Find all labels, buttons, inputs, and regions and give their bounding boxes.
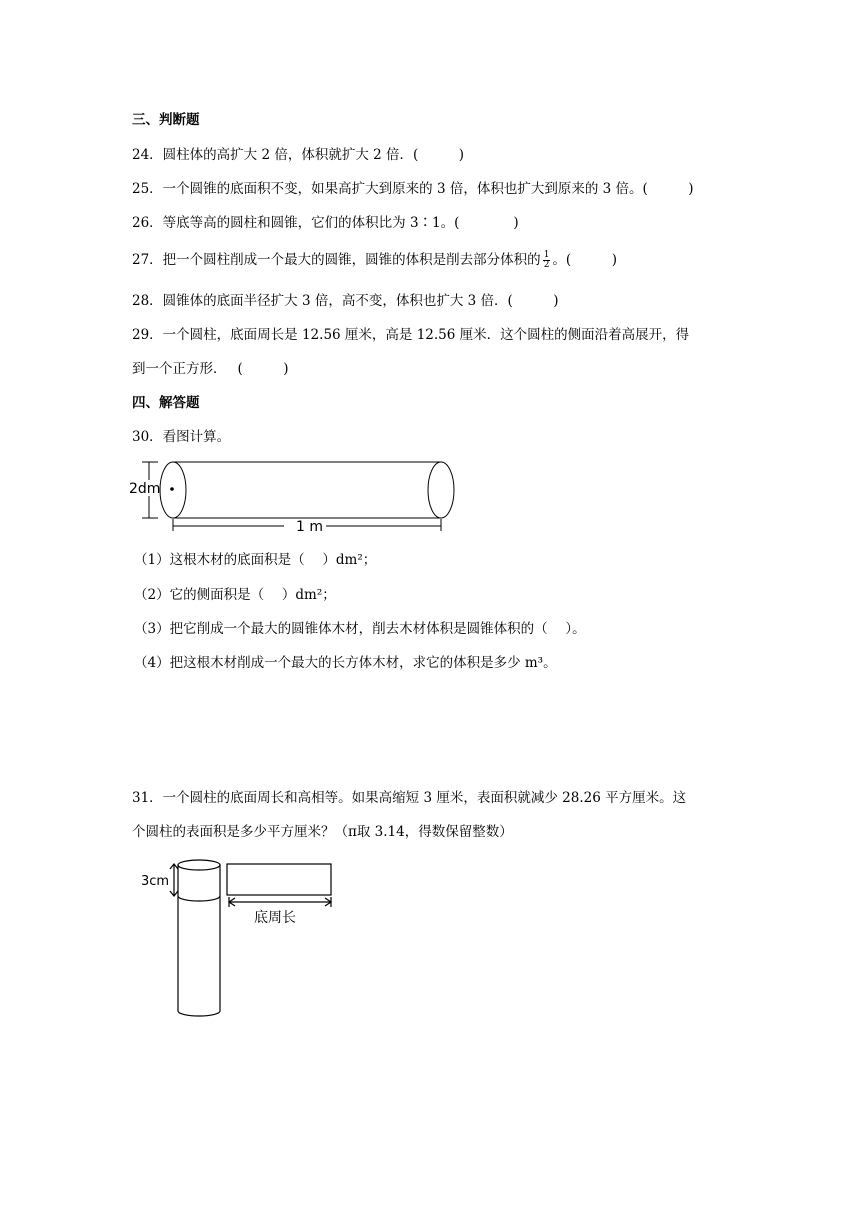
fraction-numerator: 1 xyxy=(543,250,550,260)
cut-line-arc xyxy=(178,896,220,901)
question-28: 28．圆锥体的底面半径扩大 3 倍，高不变，体积也扩大 3 倍．( ) xyxy=(132,293,559,309)
question-27 xyxy=(132,251,617,270)
question-26: 26．等底等高的圆柱和圆锥，它们的体积比为 3∶1。( ) xyxy=(132,215,519,231)
cylinder-unroll-figure xyxy=(138,855,340,1020)
question-30-part4: （4）把这根木材削成一个最大的长方体木材，求它的体积是多少 m³。 xyxy=(134,655,557,671)
section4-heading: 四、解答题 xyxy=(132,395,200,411)
cylinder-right-base xyxy=(428,462,454,518)
question-24: 24．圆柱体的高扩大 2 倍，体积就扩大 2 倍．( ) xyxy=(132,147,465,163)
length-label: 1 m xyxy=(296,519,323,535)
height-label: 3cm xyxy=(141,874,170,889)
fraction-denominator: 2 xyxy=(543,260,550,270)
question-29-line1: 29．一个圆柱，底面周长是 12.56 厘米，高是 12.56 厘米．这个圆柱的侧面沿着高展开，得 xyxy=(132,327,690,343)
section3-heading: 三、判断题 xyxy=(132,112,200,128)
fraction-one-half xyxy=(543,251,551,270)
question-30-stem: 30．看图计算。 xyxy=(132,429,231,445)
center-dot xyxy=(170,487,174,491)
diameter-label: 2dm xyxy=(129,481,161,497)
cylinder-bottom xyxy=(178,1011,220,1016)
question-30-part3: （3）把它削成一个最大的圆锥体木材，削去木材体积是圆锥体积的（ ）。 xyxy=(134,621,586,637)
question-31-line2: 个圆柱的表面积是多少平方厘米？（π取 3.14，得数保留整数） xyxy=(132,824,513,840)
question-27-blank: 。( ) xyxy=(552,252,617,268)
question-30-part1: （1）这根木材的底面积是（ ）dm²； xyxy=(134,552,377,568)
question-29-line2: 到一个正方形． ( ) xyxy=(132,361,289,377)
unrolled-rectangle xyxy=(227,864,331,895)
question-31-line1: 31．一个圆柱的底面周长和高相等。如果高缩短 3 厘米，表面积就减少 28.26 平方厘米。这 xyxy=(132,790,687,806)
cylinder-figure xyxy=(126,456,460,538)
question-27-text: 27．把一个圆柱削成一个最大的圆锥，圆锥的体积是削去部分体积的 xyxy=(132,252,541,268)
question-25: 25．一个圆锥的底面积不变，如果高扩大到原来的 3 倍，体积也扩大到原来的 3 倍。( ) xyxy=(132,181,694,197)
circumference-label: 底周长 xyxy=(254,910,296,926)
cylinder-top xyxy=(178,860,220,870)
question-30-part2: （2）它的侧面积是（ ）dm²； xyxy=(134,587,336,603)
